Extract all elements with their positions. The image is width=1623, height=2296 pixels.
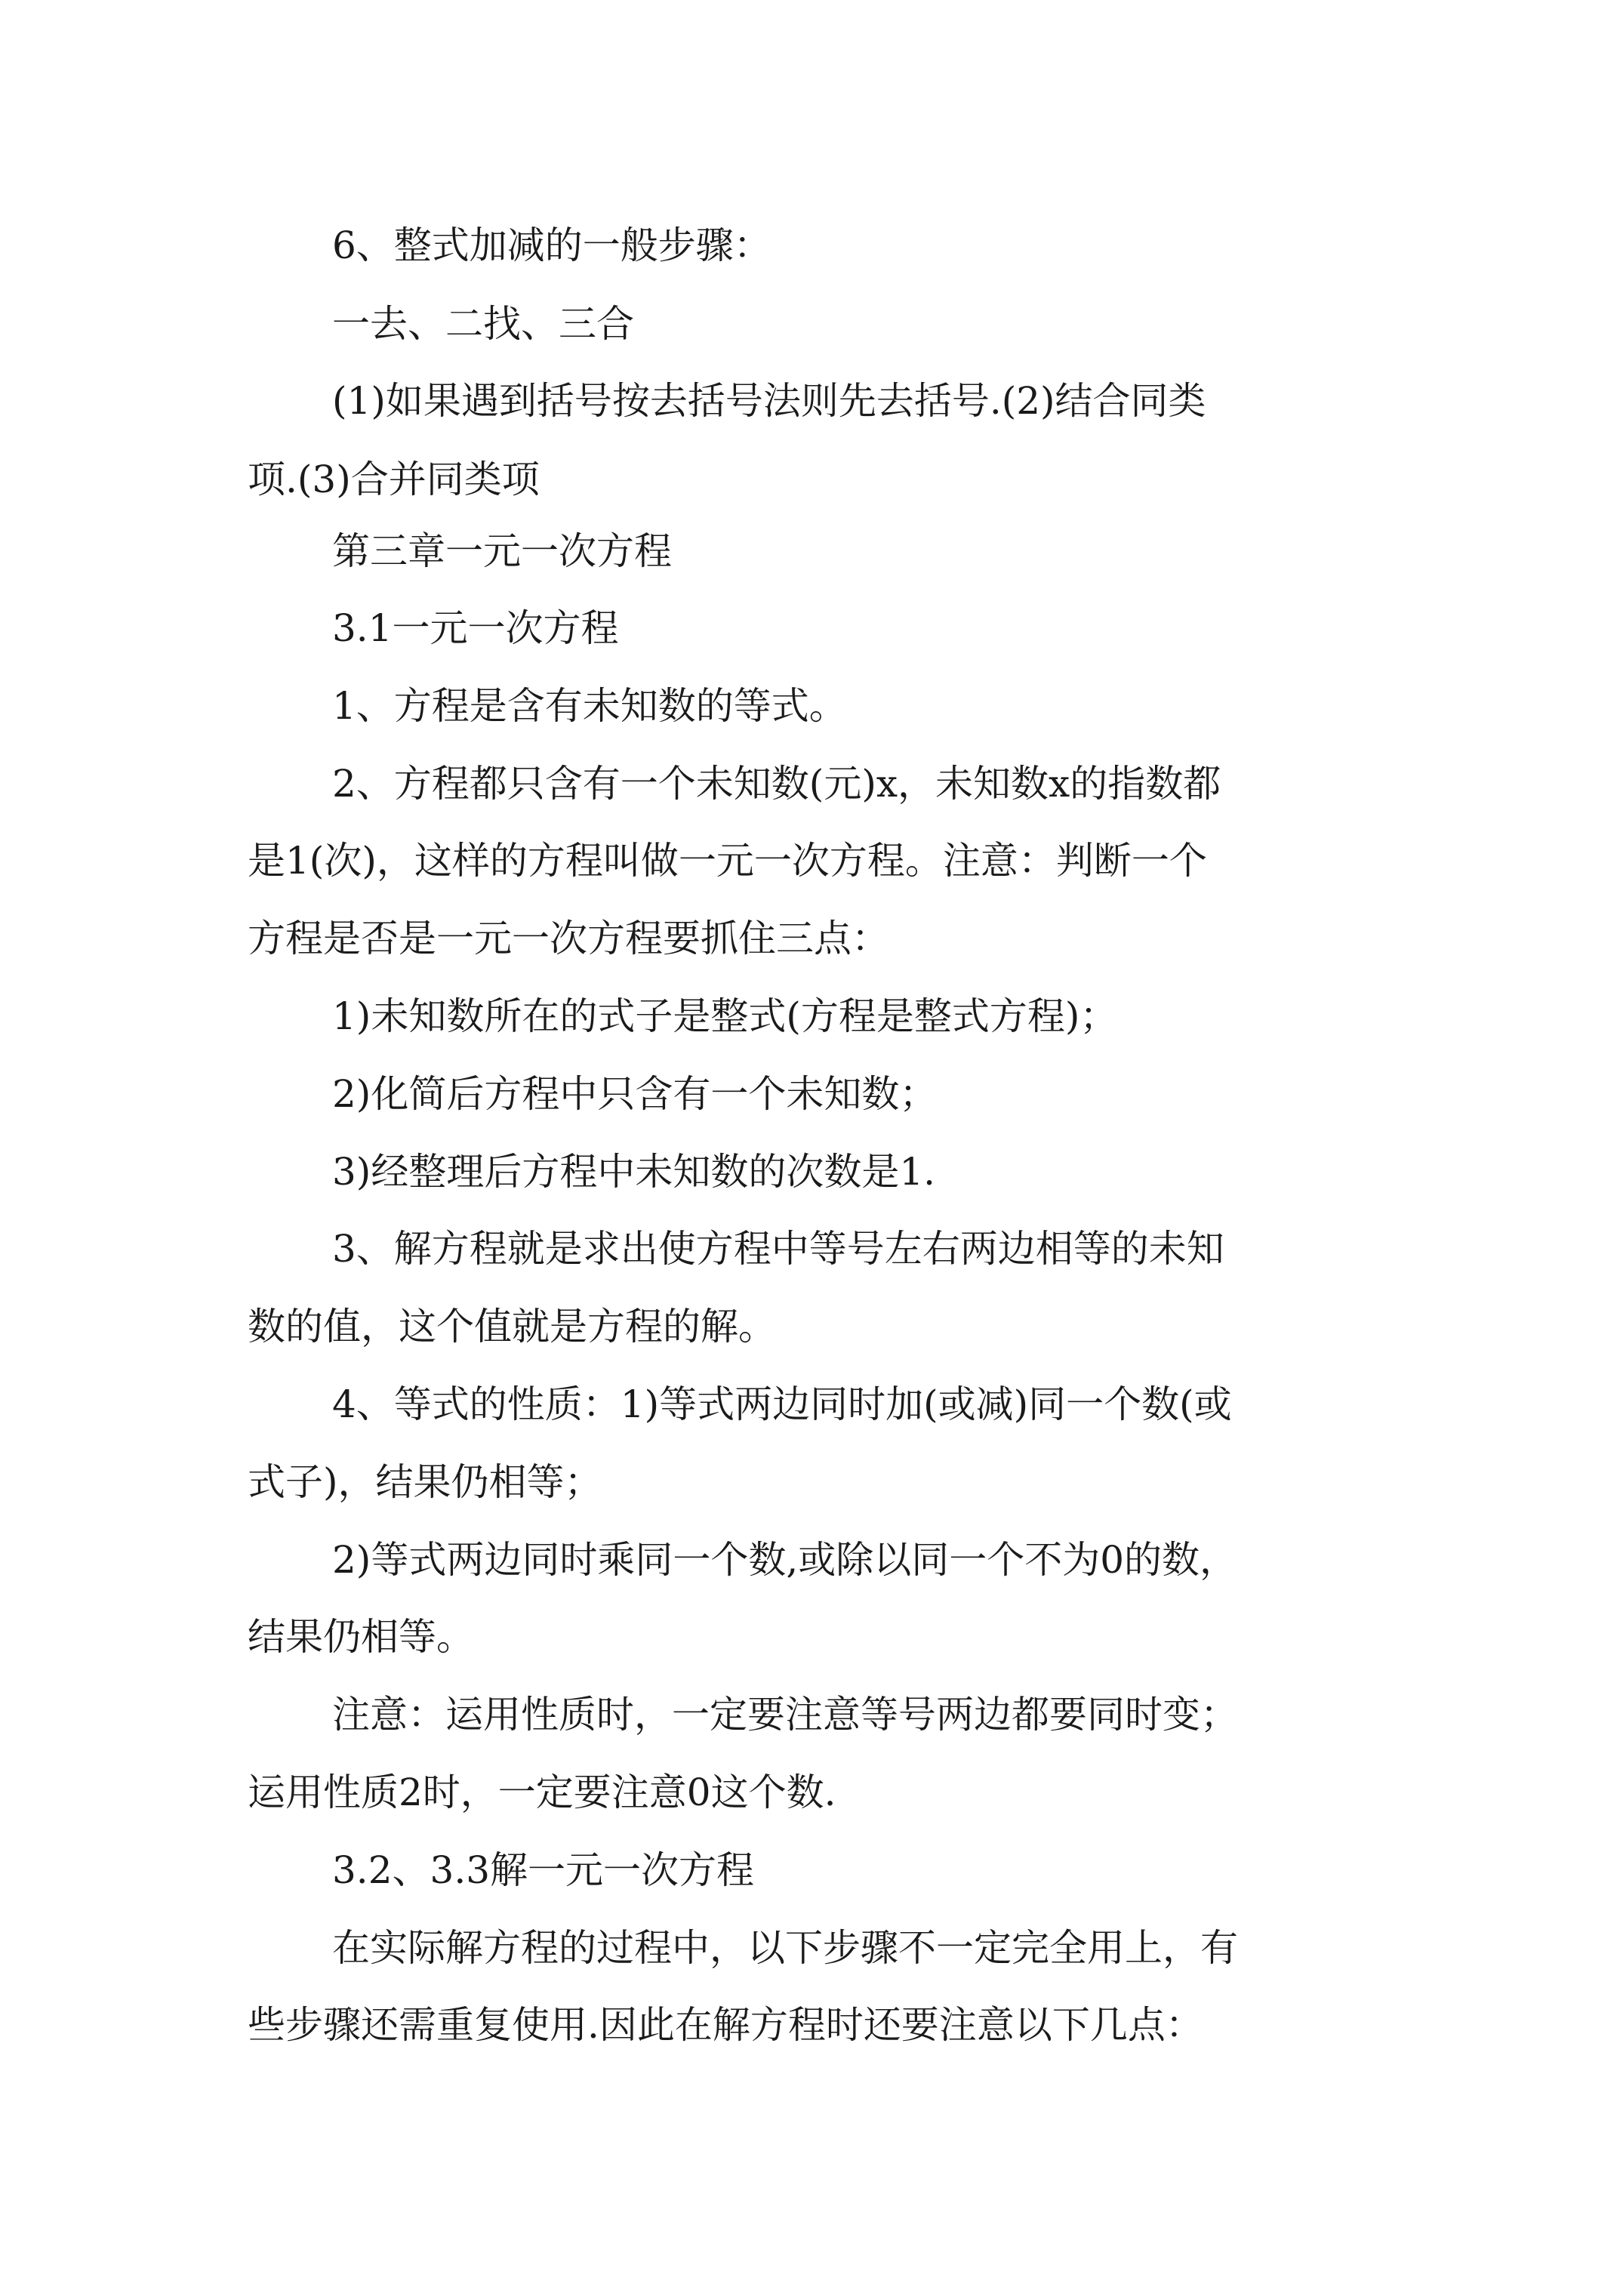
text-line: (1)如果遇到括号按去括号法则先去括号.(2)结合同类 [332, 379, 1206, 423]
text-line: 2)等式两边同时乘同一个数,或除以同一个不为0的数， [332, 1538, 1238, 1582]
text-line: 3、解方程就是求出使方程中等号左右两边相等的未知 [332, 1227, 1224, 1271]
text-line: 6、整式加减的一般步骤： [332, 223, 771, 267]
text-line: 在实际解方程的过程中，以下步骤不一定完全用上，有 [332, 1926, 1238, 1970]
text-line: 结果仍相等。 [248, 1615, 474, 1659]
text-line: 2)化简后方程中只含有一个未知数； [332, 1072, 938, 1116]
text-line: 一去、二找、三合 [332, 302, 634, 346]
text-line: 些步骤还需重复使用.因此在解方程时还要注意以下几点： [248, 2003, 1203, 2047]
section-heading: 3.2、3.3解一元一次方程 [332, 1848, 755, 1892]
chapter-heading: 第三章一元一次方程 [332, 529, 672, 573]
text-line: 3)经整理后方程中未知数的次数是1. [332, 1150, 936, 1194]
text-line: 方程是否是一元一次方程要抓住三点： [248, 917, 889, 960]
text-line: 4、等式的性质：1)等式两边同时加(或减)同一个数(或 [332, 1382, 1232, 1426]
text-line: 项.(3)合并同类项 [248, 458, 540, 501]
text-line: 是1(次)，这样的方程叫做一元一次方程。注意：判断一个 [248, 839, 1207, 883]
text-line: 运用性质2时，一定要注意0这个数. [248, 1771, 836, 1814]
text-line: 注意：运用性质时，一定要注意等号两边都要同时变； [332, 1693, 1238, 1737]
text-line: 1)未知数所在的式子是整式(方程是整式方程)； [332, 994, 1118, 1038]
text-line: 1、方程是含有未知数的等式。 [332, 684, 847, 728]
text-line: 数的值，这个值就是方程的解。 [248, 1305, 776, 1348]
section-heading: 3.1一元一次方程 [332, 606, 619, 650]
text-line: 2、方程都只含有一个未知数(元)x，未知数x的指数都 [332, 762, 1221, 806]
text-line: 式子)，结果仍相等； [248, 1460, 602, 1504]
